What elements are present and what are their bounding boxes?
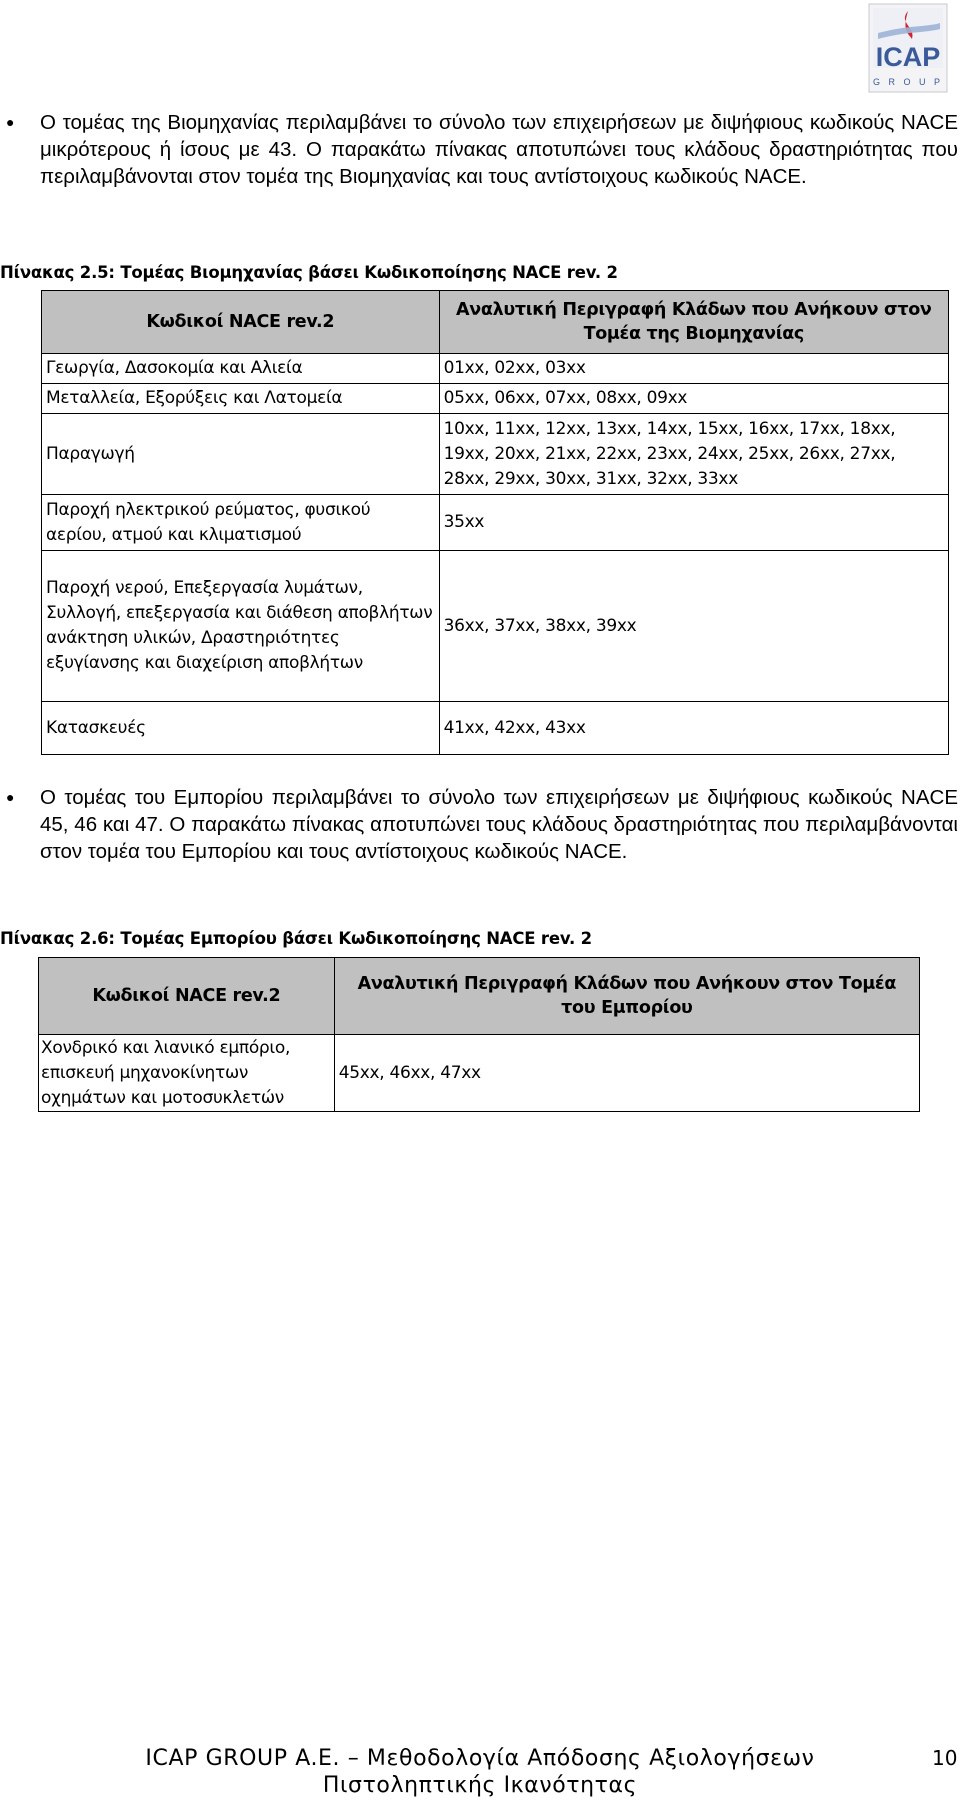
page-footer	[0, 1745, 960, 1799]
sector-cell: Μεταλλεία, Εξορύξεις και Λατομεία	[42, 384, 440, 414]
sector-cell: Γεωργία, Δασοκομία και Αλιεία	[42, 354, 440, 384]
table-row	[42, 551, 949, 702]
page-number: 10	[932, 1746, 958, 1770]
intro-text: Ο τομέας της Βιομηχανίας περιλαμβάνει το σύνολο των επιχειρήσεων με διψήφιους κωδικούς NACE μικρότερους ή ίσους με 43. Ο παρακάτω πίνακας αποτυπώνει τους κλάδους δραστηριότητας που περιλαμβάνονται στον τομέα της Βιομηχανίας και τους αντίστοιχους κωδικούς NACE.	[40, 111, 958, 188]
table-row	[42, 414, 949, 495]
sector-cell: Παραγωγή	[42, 414, 440, 495]
sector-cell: Παροχή νερού, Επεξεργασία λυμάτων, Συλλογή, επεξεργασία και διάθεση αποβλήτων ανάκτηση υλικών, Δραστηριότητες εξυγίανσης και διαχείριση αποβλήτων	[42, 551, 440, 702]
column-header-description: Αναλυτική Περιγραφή Κλάδων που Ανήκουν στον Τομέα της Βιομηχανίας	[439, 291, 948, 354]
sector-cell: Παροχή ηλεκτρικού ρεύματος, φυσικού αερίου, ατμού και κλιματισμού	[42, 495, 440, 551]
table-header-row	[42, 291, 949, 354]
table-industry-nace	[41, 290, 949, 755]
codes-cell: 05xx, 06xx, 07xx, 08xx, 09xx	[439, 384, 948, 414]
table-row	[39, 1035, 920, 1112]
trade-text: Ο τομέας του Εμπορίου περιλαμβάνει το σύνολο των επιχειρήσεων με διψήφιους κωδικούς NACE 45, 46 και 47. Ο παρακάτω πίνακας αποτυπώνει τους κλάδους δραστηριότητας που περιλαμβάνονται στον τομέα του Εμπορίου και τους αντίστοιχους κωδικούς NACE.	[40, 786, 958, 863]
table-header-row	[39, 958, 920, 1035]
svg-text:ICAP: ICAP	[875, 42, 941, 72]
trade-paragraph	[6, 784, 958, 865]
intro-paragraph	[6, 109, 958, 190]
table2-caption: Πίνακας 2.6: Τομέας Εμπορίου βάσει Κωδικοποίησης NACE rev. 2	[0, 929, 592, 948]
codes-cell: 01xx, 02xx, 03xx	[439, 354, 948, 384]
table-row	[42, 384, 949, 414]
codes-cell: 45xx, 46xx, 47xx	[334, 1035, 919, 1112]
codes-cell: 36xx, 37xx, 38xx, 39xx	[439, 551, 948, 702]
column-header-codes: Κωδικοί NACE rev.2	[42, 291, 440, 354]
table-trade-nace	[38, 957, 920, 1112]
bullet-icon: ●	[6, 789, 15, 805]
codes-cell: 41xx, 42xx, 43xx	[439, 702, 948, 755]
table-row	[42, 702, 949, 755]
table-row	[42, 495, 949, 551]
table1-caption: Πίνακας 2.5: Τομέας Βιομηχανίας βάσει Κωδικοποίησης NACE rev. 2	[0, 263, 618, 282]
codes-cell: 35xx	[439, 495, 948, 551]
footer-text: ICAP GROUP A.E. – Μεθοδολογία Απόδοσης Αξιολογήσεων Πιστοληπτικής Ικανότητας	[145, 1746, 815, 1798]
sector-cell: Χονδρικό και λιανικό εμπόριο, επισκευή μηχανοκίνητων οχημάτων και μοτοσυκλετών	[39, 1035, 335, 1112]
svg-text:G R O U P: G R O U P	[872, 77, 944, 87]
column-header-codes: Κωδικοί NACE rev.2	[39, 958, 335, 1035]
column-header-description: Αναλυτική Περιγραφή Κλάδων που Ανήκουν στον Τομέα του Εμπορίου	[334, 958, 919, 1035]
sector-cell: Κατασκευές	[42, 702, 440, 755]
codes-cell: 10xx, 11xx, 12xx, 13xx, 14xx, 15xx, 16xx, 17xx, 18xx, 19xx, 20xx, 21xx, 22xx, 23xx, 24xx, 25xx, 26xx, 27xx, 28xx, 29xx, 30xx, 31xx, 32xx, 33xx	[439, 414, 948, 495]
bullet-icon: ●	[6, 114, 15, 130]
table-row	[42, 354, 949, 384]
icap-group-logo	[868, 3, 948, 95]
